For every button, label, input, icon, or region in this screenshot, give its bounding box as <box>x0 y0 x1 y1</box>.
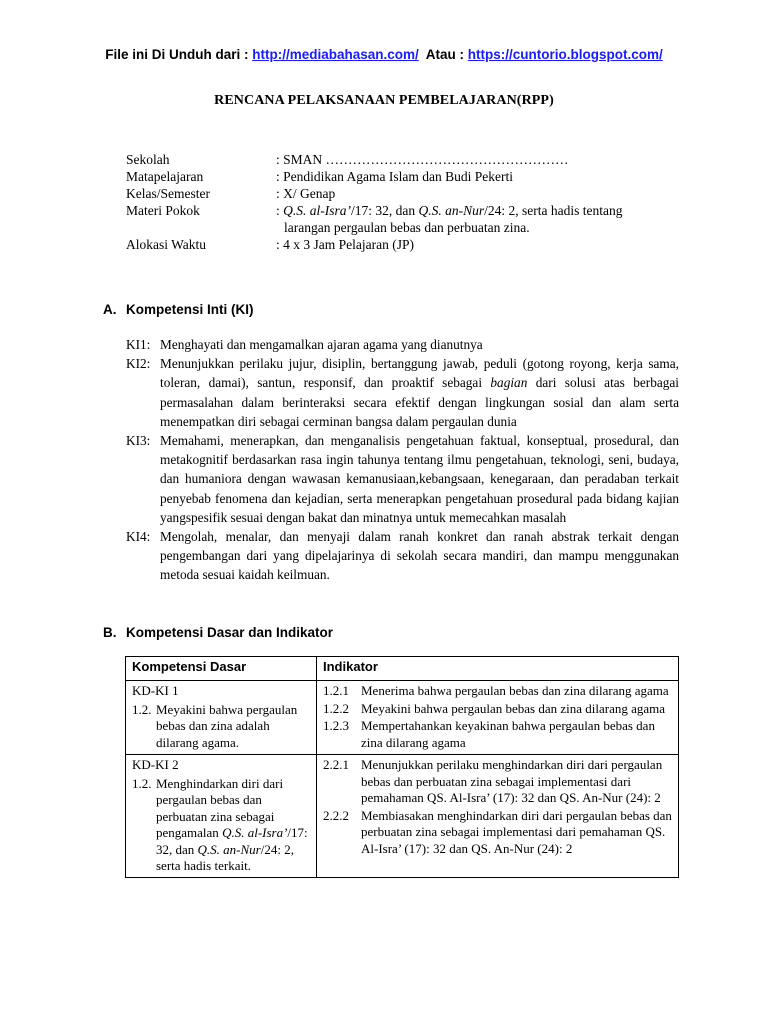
materi-italic-isra: Q.S. al-Isra’ <box>283 203 352 218</box>
ki-item <box>126 335 679 354</box>
kd-text-pre: Menghindarkan diri dari pergaulan bebas dan perbuatan zina sebagai pengamalan <box>156 775 284 840</box>
ki-item <box>126 527 679 585</box>
kd-cell <box>126 755 317 878</box>
indicator-item <box>323 808 672 858</box>
source-link-cuntorio[interactable]: https://cuntorio.blogspot.com/ <box>467 47 663 62</box>
identity-row <box>126 168 686 185</box>
alokasi-row <box>126 236 686 253</box>
identity-value: : X/ Genap <box>276 186 336 201</box>
ki-code: KI1: <box>126 337 151 352</box>
kd-head: KD-KI 1 <box>132 683 179 698</box>
materi-italic-nur: Q.S. an-Nur <box>418 203 485 218</box>
table-header-kd: Kompetensi Dasar <box>126 657 317 681</box>
kd-head: KD-KI 2 <box>132 757 179 772</box>
kd-text: Meyakini bahwa pergaulan bebas dan zina adalah dilarang agama. <box>156 701 298 750</box>
section-b-title: Kompetensi Dasar dan Indikator <box>126 625 334 640</box>
identity-value: : Pendidikan Agama Islam dan Budi Pekerti <box>276 169 513 184</box>
indicator-item <box>323 683 672 700</box>
kd-item <box>132 702 310 752</box>
indicator-text: Membiasakan menghindarkan diri dari pergaulan bebas dan perbuatan zina sebagai implementasi dari pemahaman QS. Al-Isra’ (17): 32 dan QS. An-Nur (24): 2 <box>361 807 672 856</box>
indicator-item <box>323 718 672 751</box>
document-title: RENCANA PELAKSANAAN PEMBELAJARAN(RPP) <box>214 93 554 108</box>
table-header-indikator: Indikator <box>317 657 679 681</box>
materi-plain-1: /17: 32, dan <box>351 203 419 218</box>
indicator-cell <box>317 681 679 755</box>
ki-item <box>126 431 679 527</box>
materi-row <box>126 202 686 236</box>
section-a-heading <box>103 302 254 317</box>
indicator-cell <box>317 755 679 878</box>
kd-text-italic-nur: Q.S. an-Nur <box>197 841 261 857</box>
ki-code: KI3: <box>126 433 151 449</box>
kd-text-italic-isra: Q.S. al-Isra’ <box>222 825 288 840</box>
identity-row <box>126 151 686 168</box>
ki-text: Mengolah, menalar, dan menyaji dalam ranah konkret dan ranah abstrak terkait dengan pengembangan dari yang dipelajarinya di sekolah secara mandiri, dan mampu menggunakan metoda sesuai kaidah keilmuan. <box>160 529 679 583</box>
source-prefix: File ini Di Unduh dari : <box>105 47 253 62</box>
indicator-num: 2.2.1 <box>323 757 349 772</box>
ki2-text-post: dari solusi atas berbagai permasalahan dalam berinteraksi secara efektif dengan lingkungan sosial dan alam serta menempatkan diri sebagai cerminan bangsa dalam pergaulan dunia <box>160 375 680 429</box>
ki-text: Memahami, menerapkan, dan menganalisis pengetahuan faktual, konseptual, prosedural, dan metakognitif berdasarkan rasa ingin tahunya tentang ilmu pengetahuan, teknologi, seni, budaya, dan humaniora dengan wawasan kemanusiaan,kebangsaan, kenegaraan, dan peradaban terkait penyebab fenomena dan kejadian, serta menerapkan pengetahuan prosedural pada bidang kajian yangspesifik sesuai dengan bakat dan minatnya untuk memecahkan masalah <box>160 433 679 525</box>
kd-item <box>132 776 310 875</box>
ki-item <box>126 354 679 431</box>
section-a-title: Kompetensi Inti (KI) <box>126 302 254 317</box>
ki-list <box>126 335 679 585</box>
kd-cell <box>126 681 317 755</box>
ki2-text-pre: Menunjukkan perilaku jujur, disiplin, bertanggung jawab, peduli (gotong royong, kerja sama, toleran, damai), santun, responsif, dan proaktif sebagai <box>160 356 679 391</box>
identity-row <box>126 185 686 202</box>
table-header-row <box>126 657 679 681</box>
kd-num: 1.2. <box>132 775 152 791</box>
kd-text <box>156 776 310 875</box>
indicator-num: 2.2.2 <box>323 807 349 823</box>
ki-text <box>160 354 679 431</box>
indicator-text: Meyakini bahwa pergaulan bebas dan zina dilarang agama <box>361 700 666 716</box>
identity-label: Kelas/Semester <box>126 186 210 201</box>
indicator-num: 1.2.1 <box>323 683 349 698</box>
alokasi-label: Alokasi Waktu <box>126 237 207 252</box>
alokasi-value: : 4 x 3 Jam Pelajaran (JP) <box>276 237 414 252</box>
identity-value: : SMAN ……………………………………………… <box>276 152 569 167</box>
ki-code: KI2: <box>126 356 151 372</box>
table-row <box>126 755 679 878</box>
kd-num: 1.2. <box>132 701 152 717</box>
indicator-text: Menerima bahwa pergaulan bebas dan zina dilarang agama <box>361 683 669 698</box>
identity-label: Sekolah <box>126 152 170 167</box>
indicator-text: Mempertahankan keyakinan bahwa pergaulan bebas dan zina dilarang agama <box>361 718 655 750</box>
indicator-num: 1.2.2 <box>323 700 349 716</box>
indicator-item <box>323 701 672 718</box>
identity-label: Matapelajaran <box>126 169 204 184</box>
materi-plain-2: /24: 2, serta hadis tentang <box>484 203 623 218</box>
ki2-text-italic: bagian <box>490 375 528 391</box>
kd-indicator-table <box>125 656 679 878</box>
ki-text: Menghayati dan mengamalkan ajaran agama yang dianutnya <box>160 337 483 352</box>
kd-text-mid: /17: 32, dan <box>156 825 308 857</box>
table-row <box>126 681 679 755</box>
source-middle: Atau : <box>418 47 468 62</box>
source-link-mediabahasan[interactable]: http://mediabahasan.com/ <box>252 47 419 62</box>
materi-value <box>276 202 686 236</box>
source-line <box>0 47 768 62</box>
section-a-letter: A. <box>103 302 117 317</box>
materi-colon: : <box>276 203 284 218</box>
indicator-item <box>323 757 672 807</box>
kd-text-post: /24: 2, serta hadis terkait. <box>156 841 294 873</box>
indicator-text: Menunjukkan perilaku menghindarkan diri dari pergaulan bebas dan perbuatan zina sebagai implementasi dari pemahaman QS. Al-Isra’ (17): 32 dan QS. An-Nur (24): 2 <box>361 757 663 805</box>
identity-block <box>126 151 686 253</box>
materi-line2: larangan pergaulan bebas dan perbuatan zina. <box>284 220 530 235</box>
ki-code: KI4: <box>126 529 151 545</box>
section-b-heading <box>103 625 333 640</box>
materi-label: Materi Pokok <box>126 203 200 218</box>
section-b-letter: B. <box>103 625 117 640</box>
indicator-num: 1.2.3 <box>323 718 349 733</box>
